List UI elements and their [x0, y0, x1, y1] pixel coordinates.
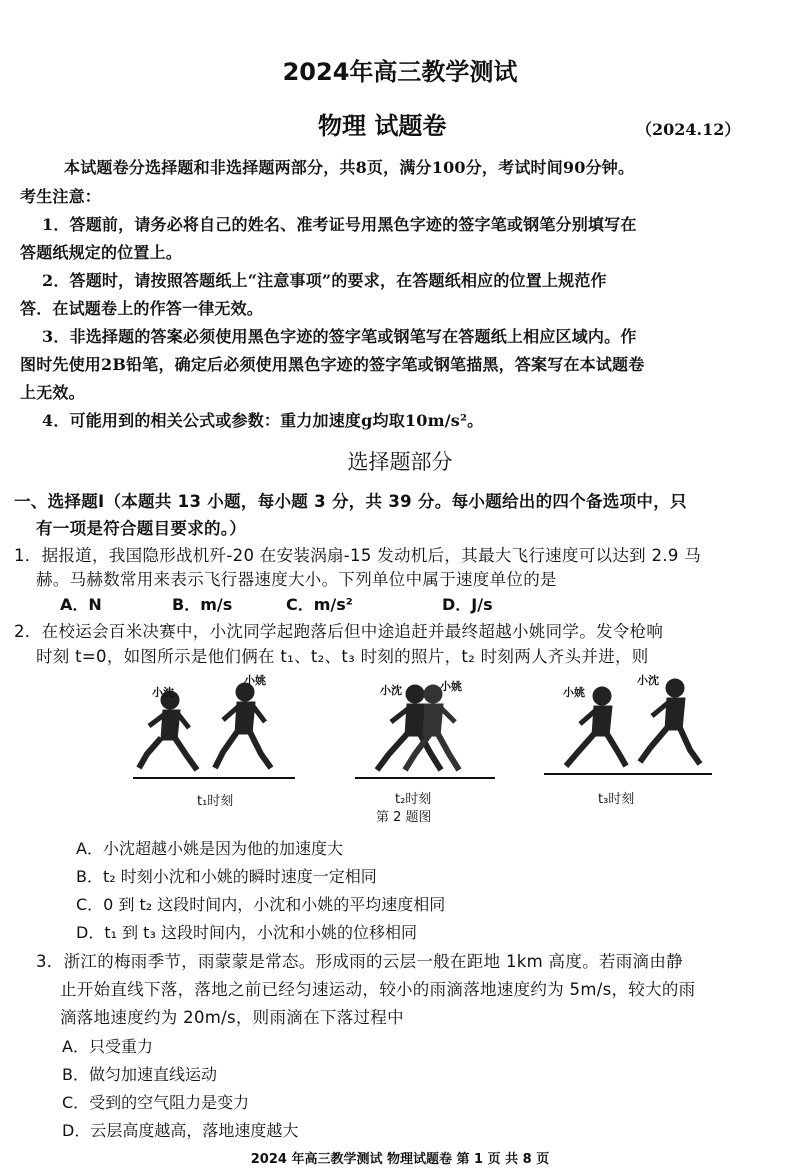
q1-option-c: C．m/s²	[286, 595, 353, 614]
q2-line1: 2．在校运会百米决赛中，小沈同学起跑落后但中途追赶并最终超越小姚同学。发令枪响	[14, 622, 664, 641]
caption-t2: t₂时刻	[395, 792, 432, 807]
q3-line3: 滴落地速度约为 20m/s，则雨滴在下落过程中	[60, 1008, 404, 1027]
figure-title: 第 2 题图	[376, 810, 432, 825]
q2-line2: 时刻 t=0，如图所示是他们俩在 t₁、t₂、t₃ 时刻的照片，t₂ 时刻两人齐头并进，则	[36, 647, 649, 666]
q2-option-a: A．小沈超越小姚是因为他的加速度大	[76, 839, 343, 858]
q3-option-d: D．云层高度越高，落地速度越大	[62, 1121, 299, 1140]
q2-option-d: D．t₁ 到 t₃ 这段时间内，小沈和小姚的位移相同	[76, 923, 417, 942]
q3-option-c: C．受到的空气阻力是变力	[62, 1093, 250, 1112]
intro-line: 本试题卷分选择题和非选择题两部分，共8页，满分100分，考试时间90分钟。	[64, 158, 635, 177]
caption-t3: t₃时刻	[598, 792, 635, 807]
notice-2b: 答．在试题卷上的作答一律无效。	[20, 299, 264, 318]
label-shen-t3: 小沈	[637, 674, 659, 687]
notice-1b: 答题纸规定的位置上。	[20, 243, 183, 262]
figure-panel-t2	[345, 670, 520, 785]
q1-option-b: B．m/s	[172, 595, 233, 614]
q2-option-c: C．0 到 t₂ 这段时间内，小沈和小姚的平均速度相同	[76, 895, 446, 914]
q3-option-a: A．只受重力	[62, 1037, 153, 1056]
part1-heading-b: 有一项是符合题目要求的。）	[36, 519, 247, 538]
notice-4: 4．可能用到的相关公式或参数：重力加速度g均取10m/s²。	[42, 411, 484, 430]
caption-t1: t₁时刻	[197, 794, 234, 809]
q1-line2: 赫。马赫数常用来表示飞行器速度大小。下列单位中属于速度单位的是	[36, 570, 557, 589]
section-title: 选择题部分	[347, 450, 453, 474]
part1-heading-a: 一、选择题Ⅰ（本题共 13 小题，每小题 3 分，共 39 分。每小题给出的四个备选项中，只	[14, 492, 687, 511]
label-yao-t3: 小姚	[563, 686, 585, 699]
exam-title: 2024年高三教学测试	[282, 58, 518, 86]
runner-shen	[139, 691, 197, 770]
exam-subtitle: 物理 试题卷	[318, 112, 447, 140]
q3-line2: 止开始直线下落，落地之前已经匀速运动，较小的雨滴落地速度约为 5m/s，较大的雨	[60, 980, 696, 999]
label-yao-t2: 小姚	[440, 680, 462, 693]
exam-date: （2024.12）	[636, 120, 741, 139]
page-footer: 2024 年高三教学测试 物理试题卷 第 1 页 共 8 页	[250, 1152, 550, 1167]
notice-3a: 3．非选择题的答案必须使用黑色字迹的签字笔或钢笔写在答题纸上相应区域内。作	[42, 327, 637, 346]
notice-2a: 2．答题时，请按照答题纸上“注意事项”的要求，在答题纸相应的位置上规范作	[42, 271, 607, 290]
q3-option-b: B．做匀加速直线运动	[62, 1065, 217, 1084]
label-shen-t2: 小沈	[380, 684, 402, 697]
runner-yao	[215, 683, 271, 768]
notice-3c: 上无效。	[20, 383, 85, 402]
notice-3b: 图时先使用2B铅笔，确定后必须使用黑色字迹的签字笔或钢笔描黑，答案写在本试题卷	[20, 355, 645, 374]
q2-option-b: B．t₂ 时刻小沈和小姚的瞬时速度一定相同	[76, 867, 377, 886]
q1-option-d: D．J/s	[442, 595, 493, 614]
runner-shen	[640, 679, 700, 764]
label-shen-t1: 小沈	[152, 686, 174, 699]
notice-1a: 1．答题前，请务必将自己的姓名、准考证号用黑色字迹的签字笔或钢笔分别填写在	[42, 215, 637, 234]
q3-line1: 3．浙江的梅雨季节，雨蒙蒙是常态。形成雨的云层一般在距地 1km 高度。若雨滴由静	[36, 952, 683, 971]
q1-line1: 1．据报道，我国隐形战机歼-20 在安装涡扇-15 发动机后，其最大飞行速度可以达到 2.9 马	[14, 546, 702, 565]
q1-option-a: A．N	[60, 595, 102, 614]
label-yao-t1: 小姚	[244, 674, 266, 687]
notice-title: 考生注意：	[20, 187, 102, 206]
